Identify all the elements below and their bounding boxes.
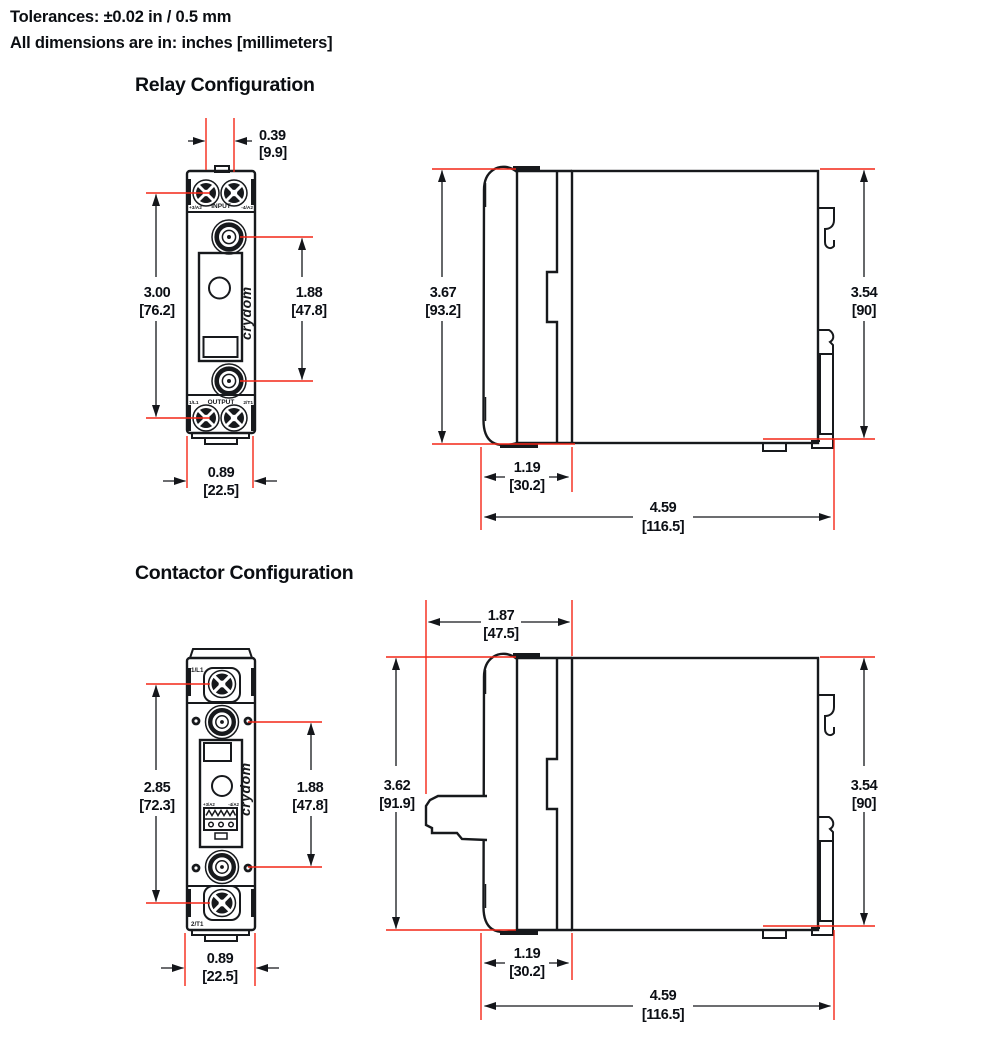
relay-front-view <box>187 166 255 444</box>
output-right-pin-label: 2/T1 <box>243 401 253 406</box>
dim-value-in: 1.88 <box>296 780 324 796</box>
dim-contactor-connector-pitch <box>248 722 328 867</box>
dim-value-in: 4.59 <box>649 988 677 1004</box>
dim-value-mm: [47.8] <box>291 303 327 319</box>
terminal-cage-mark <box>251 405 255 431</box>
dim-value-mm: [47.8] <box>292 798 328 814</box>
input-left-pin-label: +3/A2 <box>189 206 202 211</box>
dim-value-in: 3.54 <box>850 285 878 301</box>
tolerance-note: Tolerances: ±0.02 in / 0.5 mm <box>10 8 232 26</box>
front-molding-profile <box>484 167 518 445</box>
dim-value-in: 3.54 <box>850 778 878 794</box>
dim-value-mm: [22.5] <box>203 483 239 499</box>
heatsink-body <box>572 171 818 443</box>
brand-logo: crydom <box>238 286 254 340</box>
dim-value-in: 0.89 <box>206 951 234 967</box>
output-label: OUTPUT <box>207 399 235 406</box>
top-terminal-label: 1/L1 <box>191 667 204 674</box>
dim-value-in: 1.87 <box>487 608 515 624</box>
dim-value-in: 3.00 <box>143 285 171 301</box>
contactor-side-view <box>484 653 835 938</box>
terminal-cage-mark <box>251 179 255 205</box>
dim-value-mm: [76.2] <box>139 303 175 319</box>
input-label: INPUT <box>211 203 231 210</box>
output-screw-terminal <box>221 405 247 431</box>
dim-value-mm: [47.5] <box>483 626 519 642</box>
dim-value-mm: [30.2] <box>509 964 545 980</box>
dim-value-in: 0.39 <box>259 128 286 144</box>
dim-value-in: 3.62 <box>383 778 411 794</box>
contactor-section-title: Contactor Configuration <box>135 562 354 584</box>
din-foot-tab <box>205 935 237 941</box>
dim-value-in: 0.89 <box>207 465 235 481</box>
units-note: All dimensions are in: inches [millimeters] <box>10 33 333 52</box>
dim-value-mm: [72.3] <box>139 798 175 814</box>
contactor-front-view <box>187 649 255 941</box>
dim-value-mm: [90] <box>851 303 877 319</box>
relay-section-title: Relay Configuration <box>135 74 315 96</box>
terminal-cage-mark <box>251 889 255 917</box>
dim-value-in: 4.59 <box>649 500 677 516</box>
terminal-cage-mark <box>251 668 255 696</box>
din-clip-bottom <box>818 330 833 354</box>
dim-value-in: 3.67 <box>429 285 457 301</box>
output-left-pin-label: 1/L1 <box>189 401 199 406</box>
dim-value-in: 1.19 <box>513 460 541 476</box>
contactor-plug-protrusion <box>426 796 487 840</box>
contactor-top-cap <box>190 649 252 658</box>
dim-contactor-side-front-depth <box>481 933 572 1020</box>
dim-value-mm: [116.5] <box>641 1007 685 1023</box>
dim-value-mm: [91.9] <box>379 796 415 812</box>
dim-value-mm: [22.5] <box>202 969 238 985</box>
terminal-cage-mark <box>187 179 191 205</box>
din-foot-tab <box>205 438 237 444</box>
side-view-geometry <box>484 166 835 451</box>
dim-value-mm: [30.2] <box>509 478 545 494</box>
pin-left-label: +3/A2 <box>203 802 215 807</box>
front-step-line <box>547 171 557 443</box>
dim-value-mm: [90] <box>851 796 877 812</box>
relay-top-tab <box>215 166 229 172</box>
bottom-tab <box>763 443 786 451</box>
pin-right-label: -4/A2 <box>228 802 239 807</box>
brand-logo: crydom <box>237 762 253 816</box>
dim-relay-terminal-pitch <box>188 118 287 172</box>
dim-value-mm: [9.9] <box>259 145 287 161</box>
din-clip-top <box>818 208 834 248</box>
din-latch-bar <box>820 354 833 434</box>
dim-relay-width <box>163 436 277 499</box>
dim-value-in: 2.85 <box>143 780 171 796</box>
bottom-terminal-label: 2/T1 <box>191 921 204 928</box>
input-right-pin-label: -4/A2 <box>241 206 253 211</box>
dim-value-mm: [93.2] <box>425 303 461 319</box>
dim-value-in: 1.19 <box>513 946 541 962</box>
dim-value-in: 1.88 <box>295 285 323 301</box>
dim-value-mm: [116.5] <box>641 519 685 535</box>
